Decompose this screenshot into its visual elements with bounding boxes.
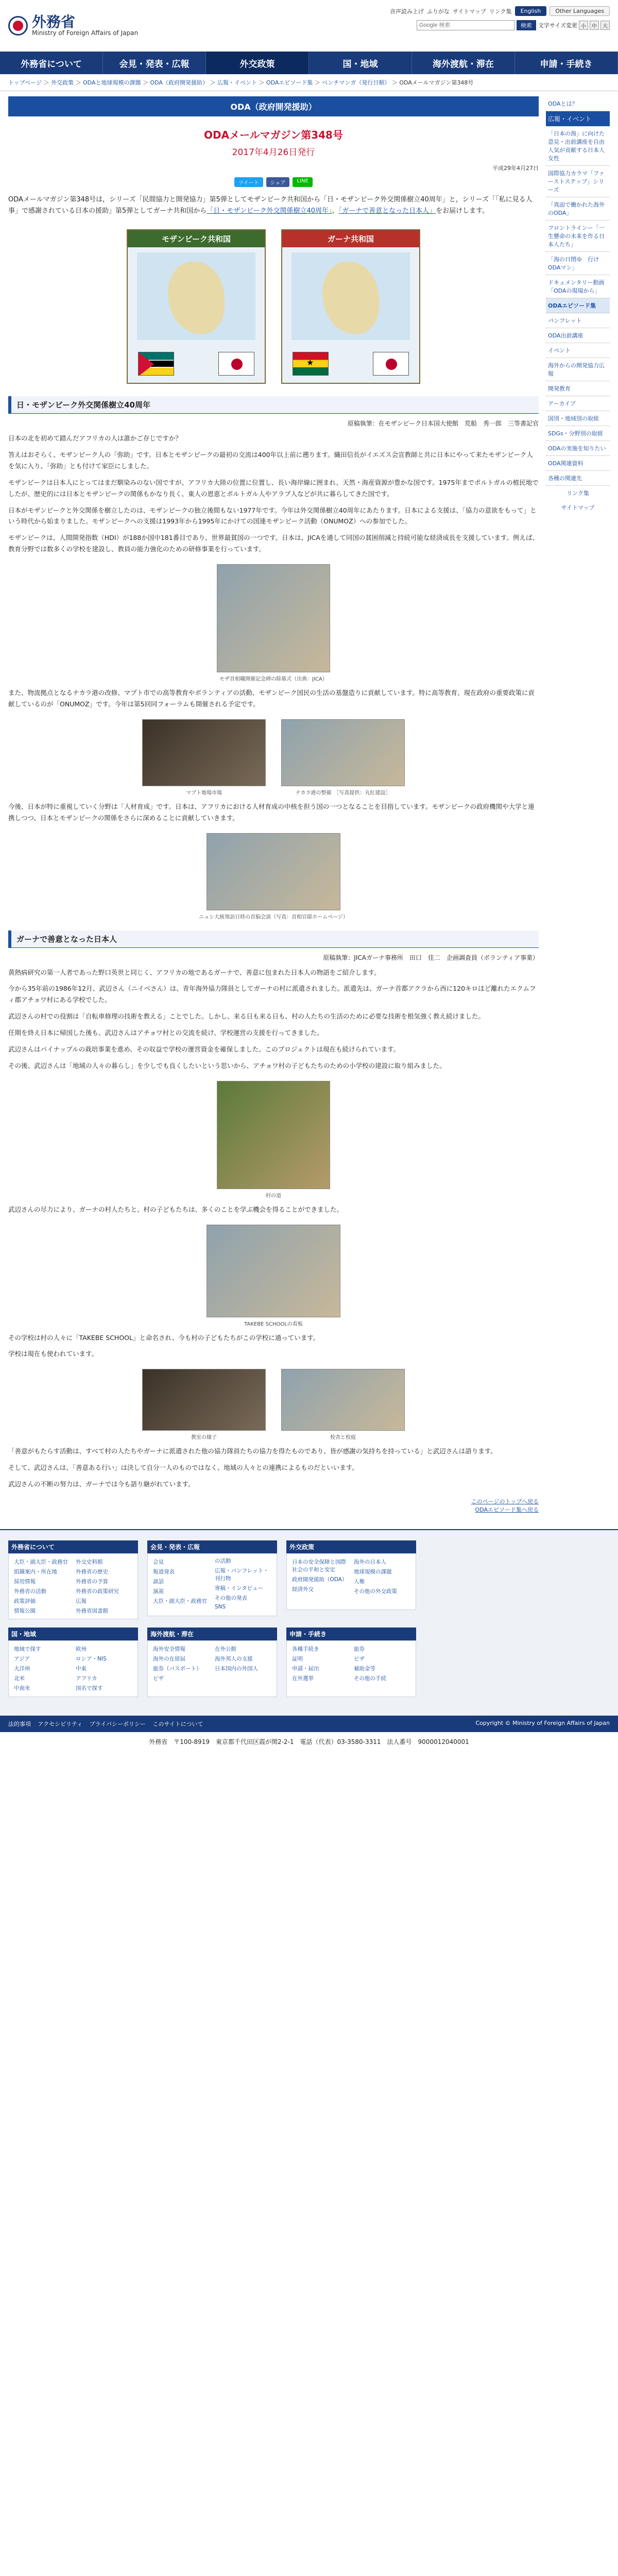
sidebar-item-oda[interactable]: ODAとは？ (546, 96, 610, 111)
sidebar-item[interactable]: アーカイブ (546, 396, 610, 411)
photo-caption: 教室の様子 (191, 1435, 217, 1441)
footer-link[interactable]: 在外公館 (215, 1646, 236, 1652)
footer-col (147, 1540, 277, 1619)
footer-link[interactable]: 広報・パンフレット・刊行物 (215, 1567, 269, 1582)
footer-link[interactable]: 演説 (153, 1588, 164, 1595)
footer-link[interactable]: 外務省の歴史 (76, 1568, 108, 1575)
footer-heading[interactable]: 申請・手続き (286, 1628, 416, 1640)
utility-area (390, 6, 610, 45)
footer-list (147, 1640, 277, 1697)
photo-caption: ナカラ港の整備 ［写真提供：丸紅建設］ (295, 790, 391, 796)
sidebar-item[interactable]: 「日本の海」に向けた意見・出前講座を自由人気が貢献する日本人女性 (546, 126, 610, 166)
paragraph: 答えはおそらく、モザンビーク人の「弥助」です。日本とモザンビークの最初の交流は400年以上前に遡ります。織田信長がイエズス会宣教師と共に日本にやって来たモザンビーク人を気に入り、「弥助」とも付けて家臣にしました。 (8, 451, 533, 470)
footer-address: 外務省 〒100-8919 東京都千代田区霞が関2-2-1 電話（代表）03-3580-3311 法人番号 9000012040001 (149, 1738, 469, 1745)
footer-link[interactable]: 国名で探す (76, 1685, 103, 1691)
breadcrumb-item[interactable]: ODAエピソード集 (266, 79, 313, 86)
japan-flag-icon (373, 352, 409, 376)
photo-cell (281, 710, 405, 796)
footer-list (286, 1553, 416, 1610)
gnav-about[interactable]: 外務省について (0, 52, 103, 74)
paragraph: 今から35年前の1986年12月、武辺さん（ニイベさん）は、青年海外協力隊員としてガーナの村に派遣されました。派遣先は、ガーナ首都アクラから西に120キロほど離れたエクムフィ郡アチョワ村にある学校でした。 (8, 985, 536, 1004)
font-size-label: 文字サイズ変更 (538, 22, 577, 29)
accessibility-link[interactable]: アクセシビリティ (38, 1720, 83, 1727)
footer-link[interactable]: 大臣・副大臣・政務官の活動 (153, 1557, 231, 1604)
lead-link-ghana[interactable]: 「ガーナで善意となった日本人」 (338, 207, 436, 215)
port-photo (281, 719, 405, 786)
search-row (390, 20, 610, 30)
footer-link[interactable]: 証明 (292, 1655, 303, 1662)
publish-date: 平成29年4月27日 (492, 165, 539, 172)
line-share-button[interactable]: LINE (293, 177, 312, 187)
share-buttons (8, 177, 539, 187)
paragraph: また、物流拠点となるナカラ港の改修、マプト市での高等教育やボランティアの活動、モザンビーク国民の生活の基盤造りに貢献しています。特に高等教育、現在政府の重要政策に貢献しているのが「ONUMOZ」です。今年は第5回同フォーラムも開催される予定です。 (8, 689, 535, 708)
font-size-small-button[interactable]: 小 (579, 21, 588, 30)
font-size-large-button[interactable]: 大 (600, 21, 610, 30)
footer-link[interactable]: 政府開発援助（ODA） (292, 1576, 348, 1583)
lead-suffix: をお届けします。 (436, 207, 489, 215)
page-links (8, 1497, 539, 1514)
sidebar-item[interactable]: 国際協力カラマ「ファーストステップ」シリーズ (546, 166, 610, 197)
map-card-mozambique (127, 229, 266, 384)
breadcrumb-item[interactable]: ODA（政府開発援助） (150, 79, 208, 86)
sidebar-item[interactable]: パンフレット (546, 313, 610, 328)
paragraph: 武辺さんはパイナップルの栽培事業を進め、その収益で学校の運営資金を確保しました。このプロジェクトは現在も続けられています。 (8, 1045, 400, 1053)
map-title-mozambique: モザンビーク共和国 (128, 230, 265, 247)
paragraph: その学校は村の人々に「TAKEBE SCHOOL」と命名され、今も村の子どもたちがこの学校に通っています。 (8, 1333, 320, 1342)
footer-row (8, 1628, 610, 1697)
footer-list (147, 1553, 277, 1616)
sidebar (546, 96, 610, 1514)
footer-link[interactable]: 人権 (354, 1578, 365, 1585)
section-banner: ODA（政府開発援助） (8, 96, 539, 116)
photo-caption: ニュシ大統領訪日時の首脳会談（写真：首相官邸ホームページ） (199, 914, 348, 920)
footer-link[interactable]: 旅券 (354, 1646, 365, 1652)
lang-other-button[interactable]: Other Languages (550, 6, 610, 16)
footer-link[interactable]: その他の発表 (215, 1595, 247, 1601)
footer-link[interactable]: 会見 (153, 1558, 164, 1565)
sidebar-item[interactable]: ODA出前講座 (546, 328, 610, 343)
footer-link[interactable]: 外交史料館 (76, 1558, 103, 1565)
footer-heading[interactable]: 会見・発表・広報 (147, 1540, 277, 1553)
africa-map-mozambique (137, 252, 255, 340)
footer-link[interactable]: 海外の在留届 (153, 1655, 185, 1662)
lead-link-mozambique[interactable]: 「日・モザンビーク外交関係樹立40周年」 (207, 207, 332, 215)
sidebar-item-pr-events[interactable]: 広報・イベント (546, 111, 610, 126)
page-title: ODAメールマガジン第348号 (204, 129, 343, 141)
lead-text: ODAメールマガジン第348号は，シリーズ「民間協力と開発協力」第5弾としてモザンビーク共和国から「日・モザンビーク外交関係樹立40周年」と，シリーズ「「私に見る人事」で感謝されている日本の援助」第5弾としてガーナ共和国から (8, 196, 533, 215)
footer-col (147, 1628, 277, 1697)
footer-link[interactable]: 日本の安全保障と国際社会の平和と安定 (292, 1558, 346, 1573)
footer-col (8, 1540, 138, 1619)
lang-english-button[interactable]: English (515, 6, 547, 16)
sidebar-item[interactable]: フロントラインー「一生懸命の未来を作る日本人たち」 (546, 221, 610, 252)
about-site-link[interactable]: このサイトについて (152, 1720, 203, 1727)
sidebar-item[interactable]: SDGs・分野別の取組 (546, 426, 610, 441)
footer-link[interactable]: SNS (215, 1603, 226, 1610)
gnav-region[interactable]: 国・地域 (309, 52, 412, 74)
gnav-travel[interactable]: 海外渡航・滞在 (412, 52, 515, 74)
mozambique-flag-icon (138, 352, 174, 376)
footer-heading[interactable]: 外交政策 (286, 1540, 416, 1553)
paragraph: 任期を終え日本に帰国した後も、武辺さんはアチョワ村との交流を続け、学校運営の支援を行ってきました。 (8, 1029, 323, 1037)
photo-cell (142, 710, 266, 796)
sidebar-item[interactable]: ドキュメンタリー動画「ODAの現場から」 (546, 275, 610, 298)
breadcrumb-item[interactable]: ODAと地球規模の課題 (83, 79, 141, 86)
util-link-furigana[interactable]: ふりがな (426, 8, 450, 15)
legal-link[interactable]: 法的事項 (8, 1720, 31, 1727)
mofa-emblem-icon (8, 16, 28, 36)
photo-cell (281, 1360, 405, 1440)
utility-links (390, 6, 610, 16)
footer-link[interactable]: 補助金等 (354, 1665, 375, 1672)
map-title-ghana: ガーナ共和国 (282, 230, 419, 247)
footer-link[interactable]: 外務省の予算 (76, 1578, 108, 1585)
footer-col (286, 1628, 416, 1697)
bottom-links (8, 1720, 209, 1728)
author-line: 原稿執筆：在モザンビーク日本国大使館 荒船 秀一郎 三等書記官 (347, 420, 539, 428)
global-nav (0, 52, 618, 74)
section-heading-ghana: ガーナで善意となった日本人 (8, 930, 539, 948)
summit-photo (207, 833, 340, 910)
issue-date: 2017年4月26日発行 (232, 147, 315, 158)
footer-link[interactable]: 広報 (76, 1598, 87, 1604)
photo-caption: 村の道 (266, 1193, 281, 1199)
paragraph: そして、武辺さんは、「善意ある行い」は決して自分一人のものではなく、地域の人々との連携によるものだといいます。 (8, 1464, 358, 1472)
paragraph: 武辺さんの尽力により、ガーナの村人たちと、村の子どもたちは、多くのことを学ぶ機会を得ることができました。 (8, 1205, 344, 1213)
logo-subtitle: Ministry of Foreign Affairs of Japan (32, 29, 139, 37)
facebook-share-button[interactable]: シェア (266, 177, 290, 187)
footer-link[interactable]: 外務省の政策研究 (76, 1588, 119, 1595)
village-road-photo (217, 1081, 330, 1189)
privacy-link[interactable]: プライバシーポリシー (89, 1720, 146, 1727)
sidebar-item-links[interactable]: リンク集 (566, 490, 589, 497)
footer-link[interactable]: 採用情報 (14, 1578, 36, 1585)
main-column (8, 96, 539, 1514)
footer-link[interactable]: 談話 (153, 1578, 164, 1585)
ghana-flag-icon (293, 352, 329, 376)
footer-link[interactable]: 報道発表 (153, 1568, 175, 1575)
sidebar-item[interactable]: ODA関連資料 (546, 456, 610, 471)
util-link-sitemap[interactable]: サイトマップ (452, 8, 486, 15)
africa-continent-shape (322, 262, 379, 334)
footer-link[interactable]: その他の手続 (354, 1675, 386, 1682)
sidebar-item[interactable]: イベント (546, 343, 610, 358)
bottom-bar (0, 1716, 618, 1732)
footer-link[interactable]: 外務省図書館 (76, 1607, 108, 1614)
font-size-control (538, 21, 610, 30)
site-logo[interactable] (8, 6, 138, 45)
footer-heading[interactable]: 海外渡航・滞在 (147, 1628, 277, 1640)
paragraph: 日本の北を初めて踏んだアフリカの人は誰かご存じですか？ (8, 434, 182, 443)
footer-list (8, 1553, 138, 1619)
paragraph: モザンビークは日本人にとってはまだ馴染みのない国ですが、アフリカ大陸の位置に位置し、長い海岸線に囲まれ、天然・海産資源が豊かな国です。1975年までポルトガルの植民地でしたが、歴史的には日本とモザンビークの関係もかなり長く、東人の恩恵とポルトガル人やアラブ人などが共に暮らしてきた国です。 (8, 478, 539, 498)
sidebar-item[interactable]: ODAの実施を知りたい (546, 441, 610, 456)
breadcrumb-current: ODAメールマガジン第348号 (399, 79, 474, 86)
photo-caption: モザ首相職開催記念碑の除幕式（出典：JICA） (219, 676, 328, 683)
footer-link[interactable]: 経済外交 (292, 1586, 314, 1592)
search-input[interactable] (417, 20, 514, 30)
site-header (0, 0, 618, 52)
footer-row (8, 1540, 610, 1619)
breadcrumb-item[interactable]: 広報・イベント (217, 79, 257, 86)
footer-link[interactable]: 大臣・副大臣・政務官 (14, 1558, 68, 1565)
africa-continent-shape (168, 262, 225, 334)
content-area (0, 91, 618, 1519)
footer-link[interactable]: 日本国内の外国人 (215, 1665, 258, 1672)
footer-list (8, 1640, 138, 1697)
footer-link[interactable]: 大洋州 (14, 1665, 30, 1672)
paragraph: 武辺さんの村での役割は「自転車修理の技術を教える」ことでした。しかし、来る日も来る日も、村の人たちの生活のために必要な技術を根気強く教え続けました。 (8, 1012, 485, 1021)
japan-flag-icon (218, 352, 254, 376)
sidebar-item[interactable]: 「真面で働かれた海外のODA」 (546, 197, 610, 221)
sidebar-item[interactable]: 各種の関連先 (546, 471, 610, 486)
footer-link[interactable]: 各種手続き (292, 1646, 319, 1652)
paragraph: 今後、日本が特に重視していく分野は「人材育成」です。日本は、アフリカにおける人材育成の中核を担う国の一つとなることを目指しています。モザンビークの政府機関や大学と連携しつつ、日本とモザンビークの関係をさらに深めることに貢献していきます。 (8, 802, 535, 822)
util-link-voice[interactable]: 音声読み上げ (389, 8, 424, 15)
footer-link[interactable]: 欧州 (76, 1646, 87, 1652)
footer-link[interactable]: ビザ (153, 1675, 164, 1682)
footer-col (286, 1540, 416, 1619)
lead-paragraph: ODAメールマガジン第348号は，シリーズ「民間協力と開発協力」第5弾としてモザンビーク共和国から「日・モザンビーク外交関係樹立40周年」と，シリーズ「「私に見る人事」で感謝されている日本の援助」第5弾としてガーナ共和国から「日・モザンビーク外交関係樹立40周年」、「ガーナで善意となった日本人」をお届けします。 (8, 196, 533, 215)
photo-cell (142, 1360, 266, 1440)
paragraph: 「善意がもたらす活動は、すべて村の人たちやガーナに派遣された他の協力隊員たちの協力を得たものであり、皆が感謝の気持ちを持っている」と武辺さんは語ります。 (8, 1447, 497, 1455)
footer-link[interactable]: 情報公開 (14, 1607, 36, 1614)
market-photo (142, 719, 266, 786)
section-heading-mozambique: 日・モザンビーク外交関係樹立40周年 (8, 396, 539, 414)
school-sign-photo (207, 1225, 340, 1317)
footer-link[interactable]: 外務省の活動 (14, 1588, 46, 1595)
sidebar-item[interactable]: 国別・地域別の取組 (546, 411, 610, 426)
photo-caption: マプト地場市場 (186, 790, 222, 796)
footer-link[interactable]: 在外選挙 (292, 1675, 314, 1682)
footer-link[interactable]: 組織案内・所在地 (14, 1568, 57, 1575)
copyright: Copyright © Ministry of Foreign Affairs of Japan (475, 1719, 610, 1726)
schoolyard-photo (281, 1369, 405, 1431)
country-maps (8, 229, 539, 384)
util-link-links[interactable]: リンク集 (489, 8, 512, 15)
footer-col (8, 1628, 138, 1697)
footer-link[interactable]: 寄稿・インタビュー (215, 1585, 264, 1591)
photo-row (8, 710, 539, 796)
breadcrumb: トップページ ＞ 外交政策 ＞ ODAと地球規模の課題 ＞ ODA（政府開発援助） ＞ 広報・イベント ＞ ODAエピソード集 ＞ ベンチマンガ（発行日順） ＞ ODAメールマガジン第348号 (0, 74, 618, 91)
breadcrumb-item[interactable]: トップページ (8, 79, 42, 86)
sidebar-item[interactable]: 開発教育 (546, 381, 610, 396)
footer-list (286, 1640, 416, 1697)
footer-link[interactable]: ビザ (354, 1655, 365, 1662)
sidebar-item[interactable]: 海外からの開発協力広報 (546, 358, 610, 381)
footer-link[interactable]: アフリカ (76, 1675, 97, 1682)
footer-link[interactable]: 中南米 (14, 1685, 30, 1691)
sidebar-item-episodes[interactable]: ODAエピソード集 (546, 298, 610, 313)
footer-link[interactable]: ロシア・NIS (76, 1655, 107, 1662)
footer-link[interactable]: 海外の日本人 (354, 1558, 386, 1565)
africa-map-ghana (291, 252, 410, 340)
footer-link[interactable]: 申請・届出 (292, 1665, 319, 1672)
breadcrumb-item[interactable]: ベンチマンガ（発行日順） (322, 79, 390, 86)
map-card-ghana (281, 229, 420, 384)
twitter-share-button[interactable]: ツイート (234, 177, 263, 187)
font-size-medium-button[interactable]: 中 (590, 21, 599, 30)
footer-link[interactable]: 北米 (14, 1675, 25, 1682)
author-line: 原稿執筆：JICAガーナ事務所 田口 佳二 企画調査員（ボランティア事業） (323, 954, 539, 961)
search-button[interactable]: 検索 (517, 20, 536, 30)
gnav-press[interactable]: 会見・発表・広報 (103, 52, 206, 74)
back-to-top-link[interactable]: このページのトップへ戻る (471, 1498, 539, 1505)
paragraph: モザンビークは、人間開発指数（HDI）が188か国中181番目であり、世界最貧国の一つです。日本は、JICAを通して同国の貧困削減と持続可能な経済成長を支援しています。例えば、教育分野では数多くの学校を建設し、教員の能力強化のための研修事業を行っています。 (8, 534, 539, 553)
sidebar-item[interactable]: 「海の日閉ゆ 行けODAマン」 (546, 252, 610, 275)
footer-link[interactable]: アジア (14, 1655, 30, 1662)
footer-link[interactable]: 海外安全情報 (153, 1646, 185, 1652)
footer-heading[interactable]: 国・地域 (8, 1628, 138, 1640)
breadcrumb-item[interactable]: 外交政策 (51, 79, 74, 86)
footer-heading[interactable]: 外務省について (8, 1540, 138, 1553)
paragraph: 日本がモザンビークと外交関係を樹立したのは、モザンビークの独立後間もない1977年です。今年は外交関係樹立40周年にあたります。日本による支援は、「協力の意欲をもって」という時代から始まりました。モザンビークへの支援は1993年から1995年にかけての国連モザンビーク活動（ONUMOZ）への参加でした。 (8, 506, 537, 526)
monument-photo (217, 564, 330, 672)
footer-link[interactable]: 中東 (76, 1665, 87, 1672)
footer-link[interactable]: 旅券（パスポート） (153, 1665, 202, 1672)
photo-caption: 校舎と校庭 (330, 1435, 356, 1441)
footer-nav (0, 1529, 618, 1716)
logo-title: 外務省 (32, 13, 76, 30)
footer-link[interactable]: 政策評価 (14, 1598, 36, 1604)
footer-link[interactable]: 海外邦人の支援 (215, 1655, 253, 1662)
paragraph: その後、武辺さんは「地域の人々の暮らし」を少しでも良くしたいという思いから、アチョワ村の子どもたちのための小学校の建設に取り組みました。 (8, 1061, 446, 1070)
sidebar-item-sitemap[interactable]: サイトマップ (561, 504, 595, 511)
back-to-episodes-link[interactable]: ODAエピソード集へ戻る (475, 1506, 539, 1513)
gnav-policy[interactable]: 外交政策 (206, 52, 309, 74)
footer-link[interactable]: 地域で探す (14, 1646, 41, 1652)
footer-link[interactable]: 地球規模の課題 (354, 1568, 392, 1575)
paragraph: 学校は現在も使われています。 (8, 1350, 98, 1358)
sidebar-menu (546, 96, 610, 515)
footer-link[interactable]: その他の外交政策 (354, 1588, 397, 1595)
photo-caption: TAKEBE SCHOOLの看板 (244, 1321, 303, 1327)
photo-row (8, 1360, 539, 1440)
classroom-photo (142, 1369, 266, 1431)
paragraph: 黄熱病研究の第一人者であった野口英世と同じく、アフリカの地であるガーナで、善意に包まれた日本人の物語をご紹介します。 (8, 968, 381, 976)
gnav-procedures[interactable]: 申請・手続き (515, 52, 618, 74)
paragraph: 武辺さんの不断の努力は、ガーナでは今も語り継がれています。 (8, 1480, 195, 1488)
